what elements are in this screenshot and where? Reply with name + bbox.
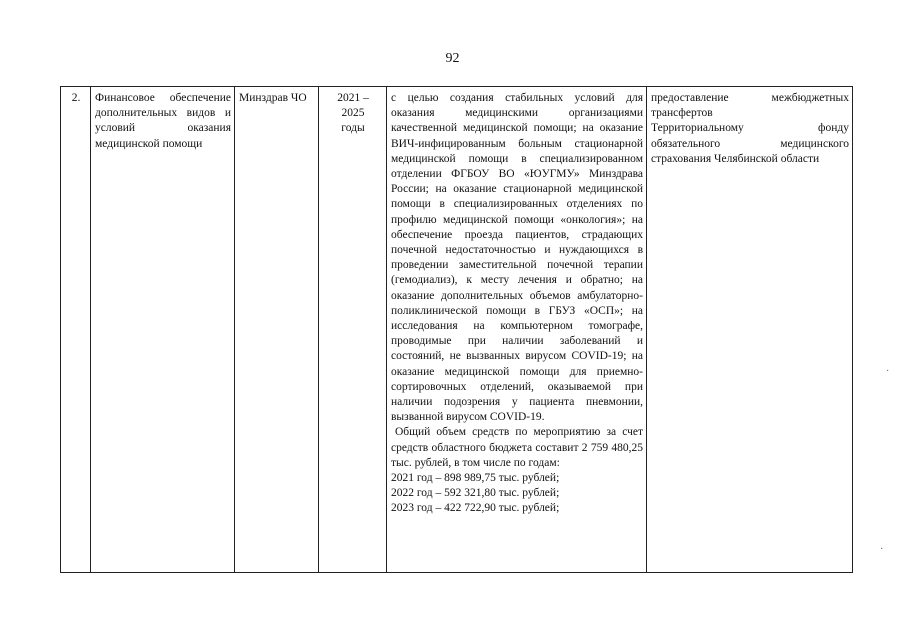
- measures-table: [60, 86, 853, 573]
- row-number: 2.: [71, 92, 81, 104]
- scan-dot: ·: [886, 366, 890, 377]
- executor-cell: [235, 87, 319, 573]
- row-number-cell: [61, 87, 91, 573]
- term-line-2: 2025: [341, 107, 365, 120]
- result-line-1: предоставление межбюджетных трансфертов: [651, 92, 849, 120]
- page-number: 92: [445, 51, 460, 66]
- year-2022-amount: 2022 год – 592 321,80 тыс. рублей;: [391, 487, 560, 500]
- measure-name: Финансовое обеспечение дополнительных видов и условий оказания медицинской помощи: [95, 92, 231, 150]
- goal-cell: [387, 87, 647, 573]
- scan-dot: ·: [880, 544, 884, 555]
- executor: Минздрав ЧО: [239, 92, 307, 104]
- term-line-1: 2021 –: [337, 92, 369, 104]
- goal-text: с целью создания стабильных условий для оказания медицинскими организациями качественной медицинской помощи; на оказание ВИЧ-инфицированным больным стационарной медицинской помощи в специализированном отделении ФГБОУ ВО «ЮУГМУ» Минздрава России; на оказание стационарной медицинской помощи в специализированных отделениях по профилю медицинской помощи «онкология»; на обеспечение проезда пациентов, страдающих почечной недостаточностью и нуждающихся в проведении заместительной почечной терапии (гемодиализ), к месту лечения и обратно; на оказание дополнительных объемов амбулаторно-поликлинической помощи в ГБУЗ «ОСП»; на исследования на компьютерном томографе, проводимые при наличии заболеваний и состояний, не вызванных вирусом COVID-19; на оказание медицинской помощи для приемно-сортировочных отделений, оказываемой при наличии подозрения у пациента пневмонии, вызванной вирусом COVID-19.: [391, 92, 643, 424]
- result-line-2: Территориальному фонду обязательного медицинского страхования Челябинской области: [651, 122, 849, 165]
- year-2023-amount: 2023 год – 422 722,90 тыс. рублей;: [391, 502, 560, 515]
- result-cell: [647, 87, 853, 573]
- year-2021-amount: 2021 год – 898 989,75 тыс. рублей;: [391, 472, 560, 485]
- table-row: [61, 87, 853, 573]
- volume-text: Общий объем средств по мероприятию за счет средств областного бюджета составит 2 759 480,25 тыс. рублей, в том числе по годам:: [391, 426, 643, 469]
- term-line-3: годы: [341, 122, 365, 135]
- measure-name-cell: [91, 87, 235, 573]
- term-cell: [319, 87, 387, 573]
